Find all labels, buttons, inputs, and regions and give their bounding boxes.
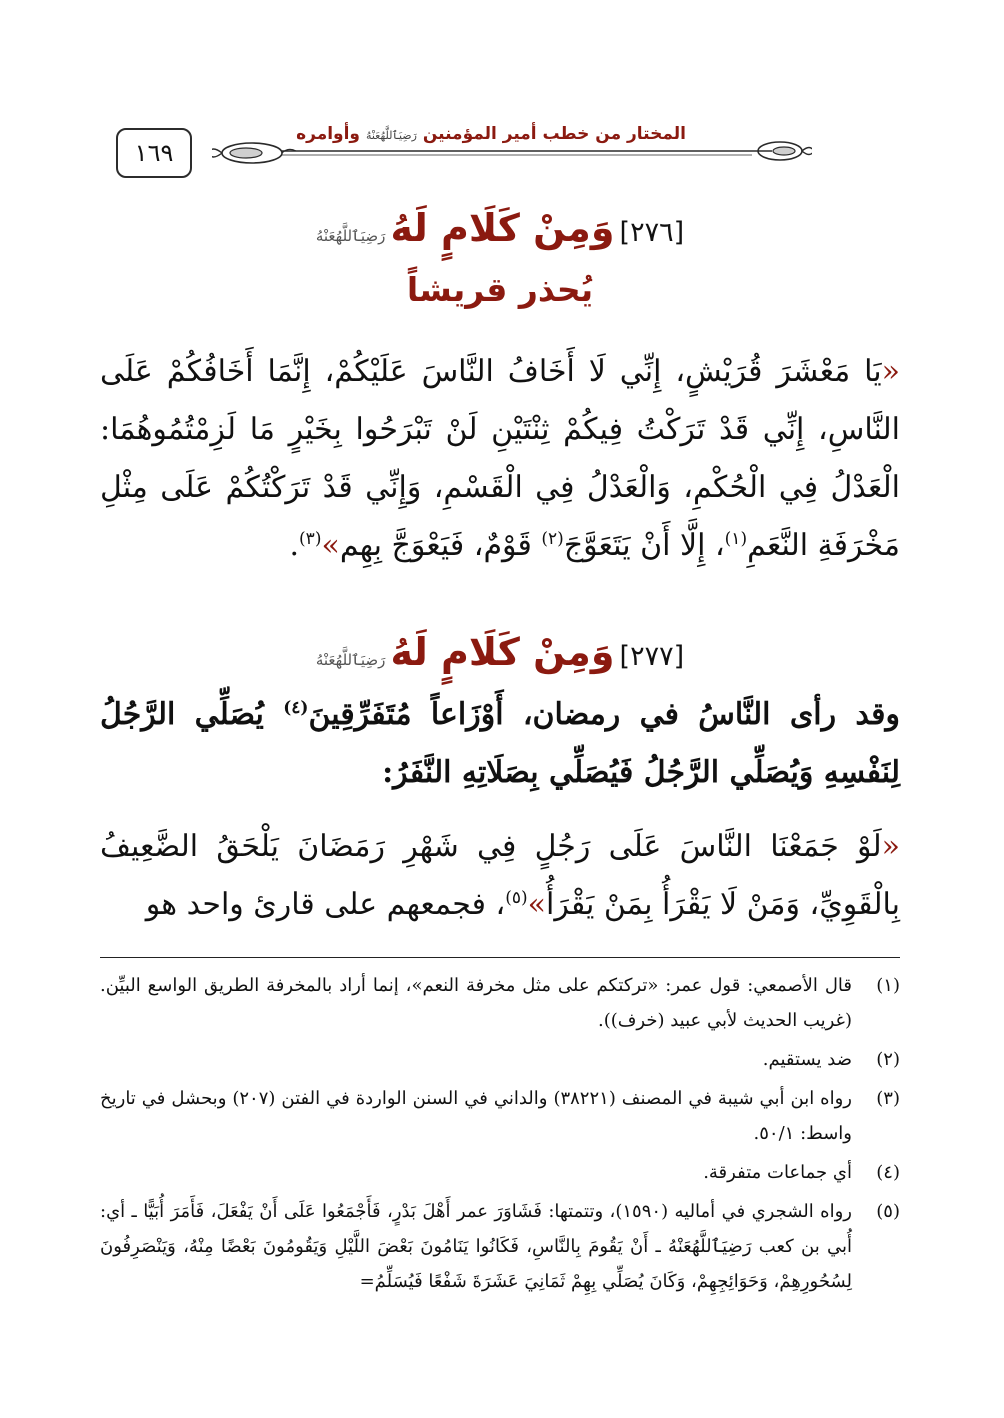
running-title-main: المختار من خطب أمير المؤمنين <box>422 124 686 144</box>
text-part: لَوْ جَمَعْنَا النَّاسَ عَلَى رَجُلٍ فِي شَهْرِ رَمَضَانَ يَلْحَقُ الضَّعِيفُ بِالْقَوِيِّ، وَمَنْ لَا يَقْرَأُ بِمَنْ يَقْرَأُ <box>100 829 900 922</box>
quote-close: » <box>321 528 340 563</box>
section-kalam: وَمِنْ كَلَامٍ لَهُ <box>390 630 615 674</box>
text-part: ، فجمعهم على قارئ واحد هو <box>145 887 506 922</box>
footnote-text: أي جماعات متفرقة. <box>703 1162 852 1183</box>
section-number: [٢٧٧] <box>619 641 685 672</box>
section-kalam: وَمِنْ كَلَامٍ لَهُ <box>390 206 615 250</box>
footnote-item <box>100 968 900 1038</box>
section-heading-277 <box>100 630 900 674</box>
footnote-ref[interactable]: (٣) <box>299 529 322 549</box>
intro-part: وقد رأى النَّاسُ في رمضان، أَوْزَاعاً مُتَفَرِّقِينَ <box>308 697 901 732</box>
section-honorific: رَضِيَٱللَّهُعَنْهُ <box>315 651 386 669</box>
section-text-277 <box>100 818 900 934</box>
running-title-suffix: وأوامره <box>296 124 361 144</box>
footnote-ref[interactable]: (٢) <box>541 529 564 549</box>
footnote-number: (١) <box>876 975 900 996</box>
section-subtitle: يُحذر قريشاً <box>406 270 594 309</box>
text-part: قَوْمٌ، فَيَعْوَجَّ بِهِم <box>339 528 542 563</box>
quote-close: » <box>527 887 546 922</box>
footnote-item <box>100 1042 900 1077</box>
footnote-item <box>100 1081 900 1151</box>
footnote-ref[interactable]: (٥) <box>505 888 528 908</box>
quote-open: « <box>881 829 900 864</box>
quote-open: « <box>881 354 900 389</box>
footnote-ref[interactable]: (٤) <box>283 698 309 718</box>
footnote-item <box>100 1155 900 1190</box>
footnote-text: رواه ابن أبي شيبة في المصنف (٣٨٢٢١) والداني في السنن الواردة في الفتن (٢٠٧) وبحشل في تاريخ واسط: ٥٠/١. <box>100 1088 852 1144</box>
footnote-number: (٢) <box>876 1049 900 1070</box>
footnote-text: ضد يستقيم. <box>762 1049 852 1070</box>
section-text-276 <box>100 343 900 575</box>
section-intro-277 <box>100 686 900 802</box>
footnote-text: قال الأصمعي: قول عمر: «تركتكم على مثل مخرفة النعم»، إنما أراد بالمخرفة الطريق الواسع البيِّن. (غريب الحديث لأبي عبيد (خرف)). <box>100 975 852 1031</box>
text-part: ، إِلَّا أَنْ يَتَعَوَّجَ <box>563 528 725 563</box>
running-header <box>212 120 812 182</box>
footnotes <box>100 968 900 1299</box>
running-title <box>290 124 692 144</box>
text-part: يَا مَعْشَرَ قُرَيْشٍ، إِنِّي لَا أَخَافُ النَّاسَ عَلَيْكُمْ، إِنَّمَا أَخَافُكُمْ عَلَى النَّاسِ، إِنِّي قَدْ تَرَكْتُ فِيكُمْ ثِنْتَيْنِ لَنْ تَبْرَحُوا بِخَيْرٍ مَا لَزِمْتُمُوهُمَا: الْعَدْلُ فِي الْحُكْمِ، وَالْعَدْلُ فِي الْقَسْمِ، وَإِنِّي قَدْ تَرَكْتُكُمْ عَلَى مِثْلِ مَخْرَفَةِ النَّعَمِ <box>100 354 900 563</box>
text-end: . <box>289 528 300 563</box>
footnote-ref[interactable]: (١) <box>724 529 748 549</box>
footnote-number: (٥) <box>876 1201 900 1222</box>
footnote-item <box>100 1194 900 1299</box>
footnote-number: (٤) <box>876 1162 900 1183</box>
intro-part: يُصَلِّي الرَّجُلُ لِنَفْسِهِ وَيُصَلِّي الرَّجُلُ فَيُصَلِّي بِصَلَاتِهِ النَّفَرُ: <box>100 697 900 790</box>
page-number-text: ١٦٩ <box>134 139 174 167</box>
section-heading-276 <box>100 206 900 250</box>
section-honorific: رَضِيَٱللَّهُعَنْهُ <box>315 227 386 245</box>
footnote-number: (٣) <box>876 1088 900 1109</box>
running-title-honorific: رَضِيَٱللَّهُعَنْهُ <box>365 129 417 142</box>
page-number <box>116 128 192 178</box>
footnote-text: رواه الشجري في أماليه (١٥٩٠)، وتتمتها: فَشَاوَرَ عمر أَهْلَ بَدْرٍ، فَأَجْمَعُوا عَلَى أَنْ يَفْعَلَ، فَأَمَرَ أُبَيًّا ـ أي: أُبي بن كعب رَضِيَٱللَّهُعَنْهُ ـ أَنْ يَقُومَ بِالنَّاسِ، فَكَانُوا يَنَامُونَ بَعْضَ اللَّيْلِ وَيَقُومُونَ بَعْضًا مِنْهُ، وَيَنْصَرِفُونَ لِسُحُورِهِمْ، وَحَوَائِجِهِمْ، وَكَانَ يُصَلِّي بِهِمْ ثَمَانِيَ عَشَرَةَ شَفْعًا فَيُسَلِّمُ= <box>100 1201 852 1292</box>
footnote-divider <box>100 957 900 958</box>
section-number: [٢٧٦] <box>619 217 685 248</box>
